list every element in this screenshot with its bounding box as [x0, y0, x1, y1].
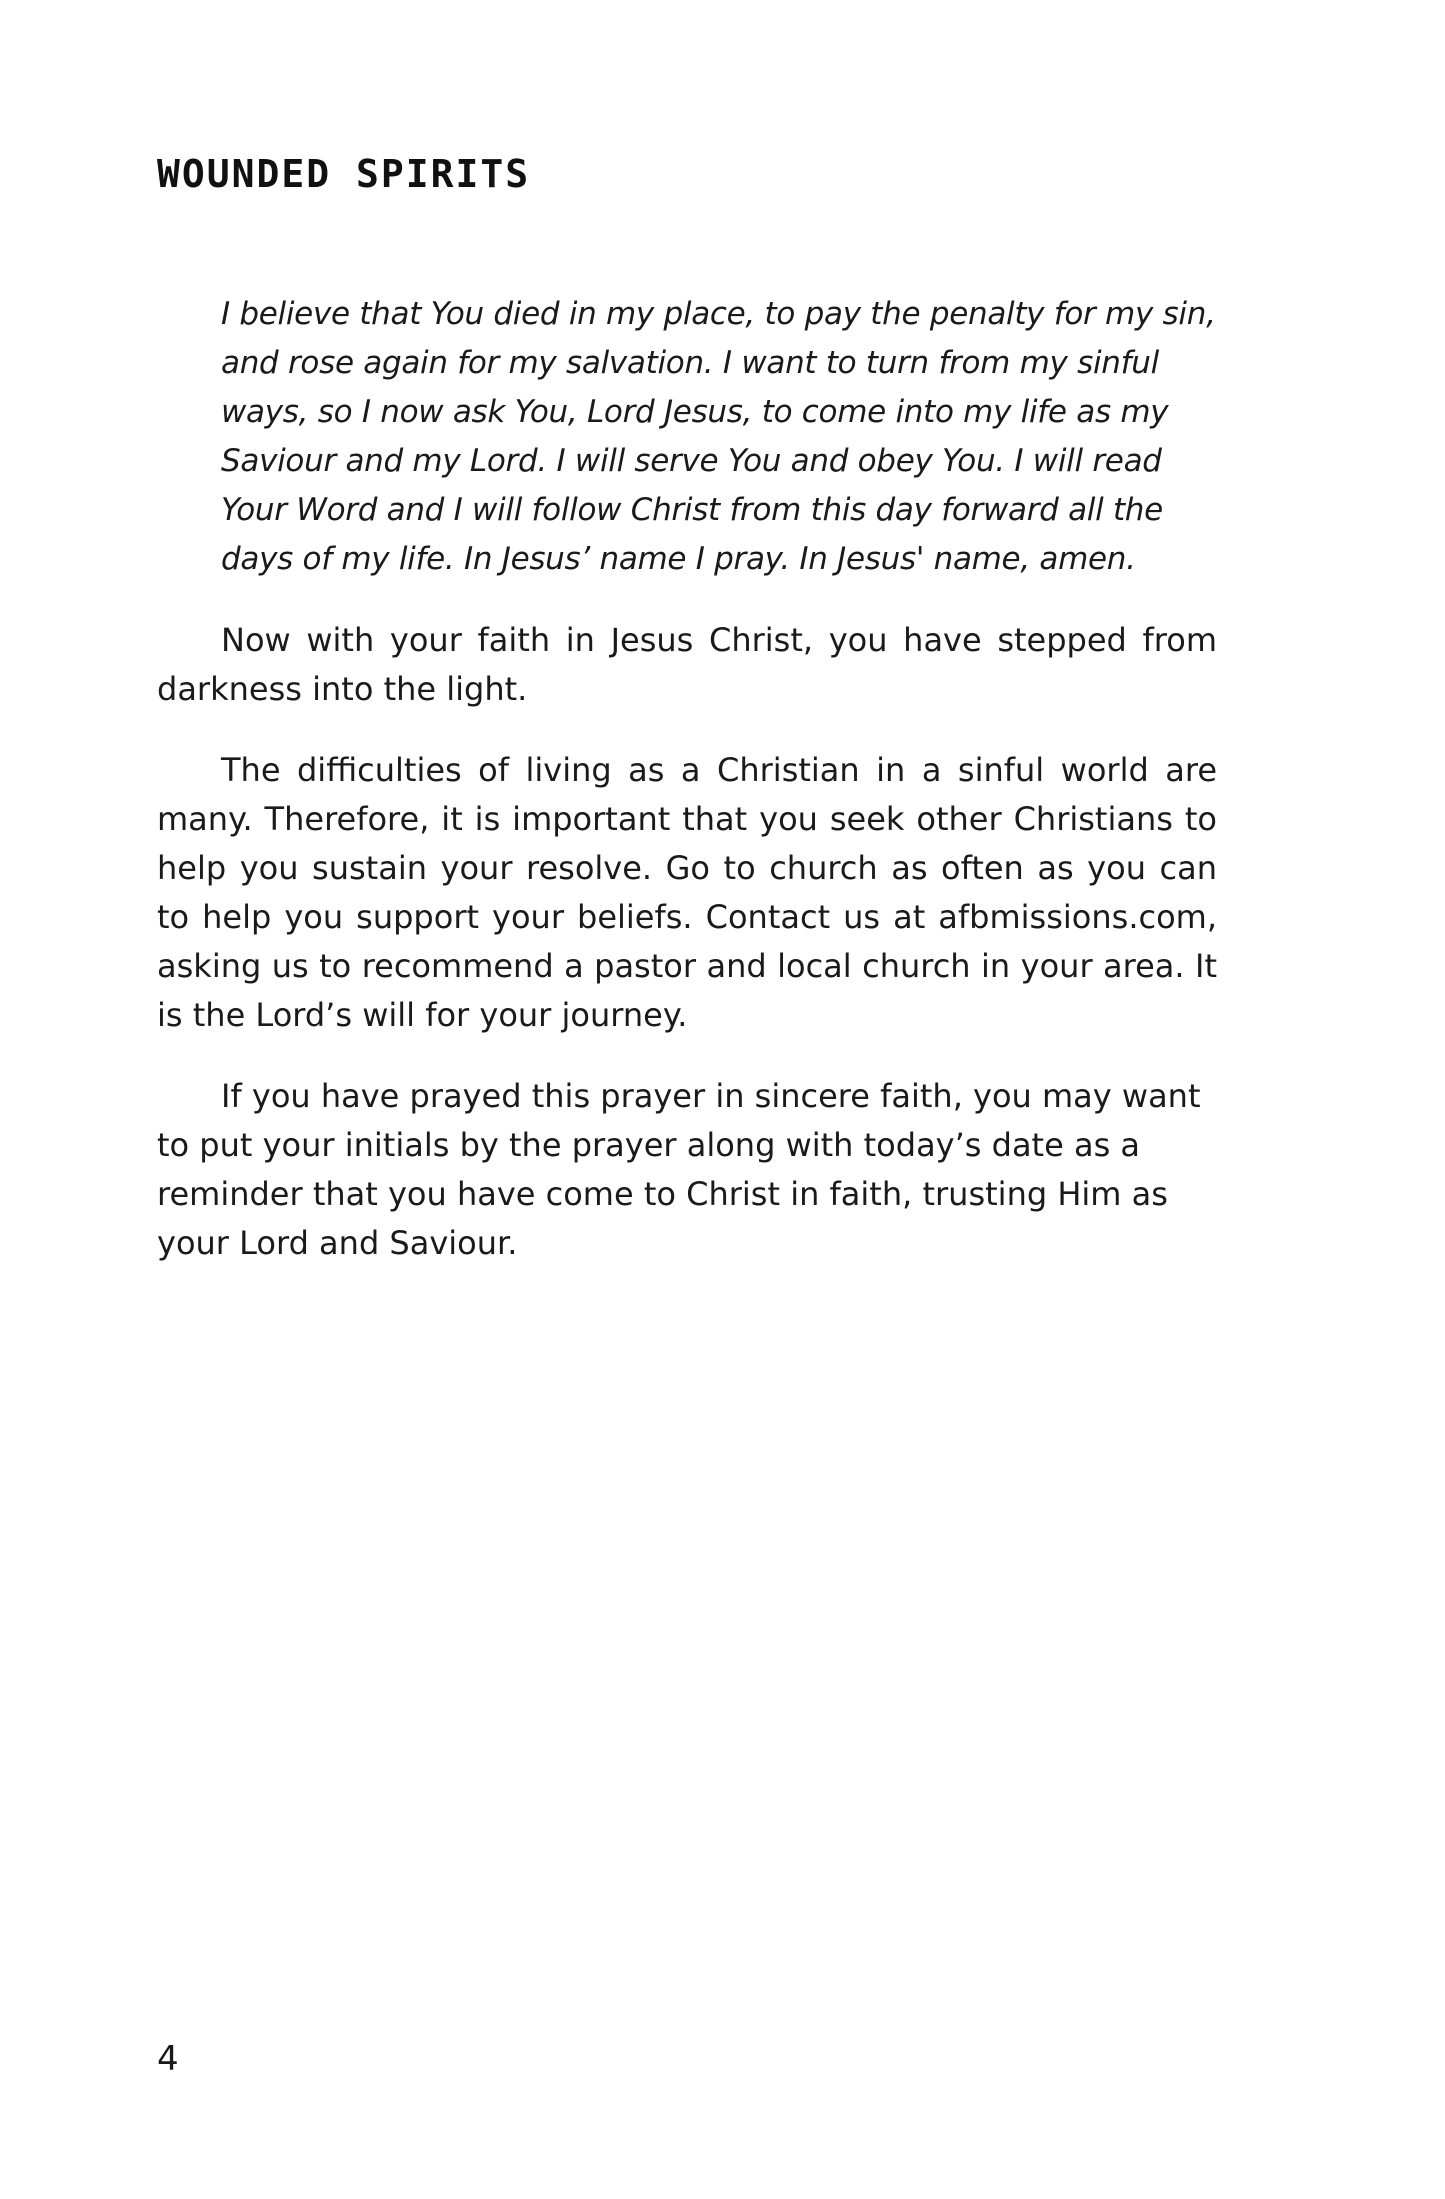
body-paragraph: The difficulties of living as a Christian in a sinful world are many. Therefore, it is important that you seek other Christians to help you sustain your resolve. Go to church as often as you can to help you support your beliefs. Contact us at afbmissions.com, asking us to recommend a pastor and local church in your area. It is the Lord’s will for your journey. [157, 751, 1217, 1034]
page-body [157, 290, 1217, 1300]
body-paragraph: If you have prayed this prayer in sincere faith, you may want to put your initials by the prayer along with today’s date as a reminder that you have come to Christ in faith, trusting Him as your Lord and Saviour. [157, 1077, 1201, 1262]
page-number: 4 [157, 2039, 179, 2079]
body-paragraph: Now with your faith in Jesus Christ, you have stepped from darkness into the light. [157, 621, 1217, 708]
prayer-text: I believe that You died in my place, to pay the penalty for my sin, and rose again for my salvation. I want to turn from my sinful ways, so I now ask You, Lord Jesus, to come into my life as my Saviour and my Lord. I will serve You and obey You. I will read Your Word and I will follow Christ from this day forward all the days of my life. In Jesus’ name I pray. In Jesus' name, amen. [221, 296, 1216, 577]
running-head-title: WOUNDED SPIRITS [157, 152, 531, 196]
